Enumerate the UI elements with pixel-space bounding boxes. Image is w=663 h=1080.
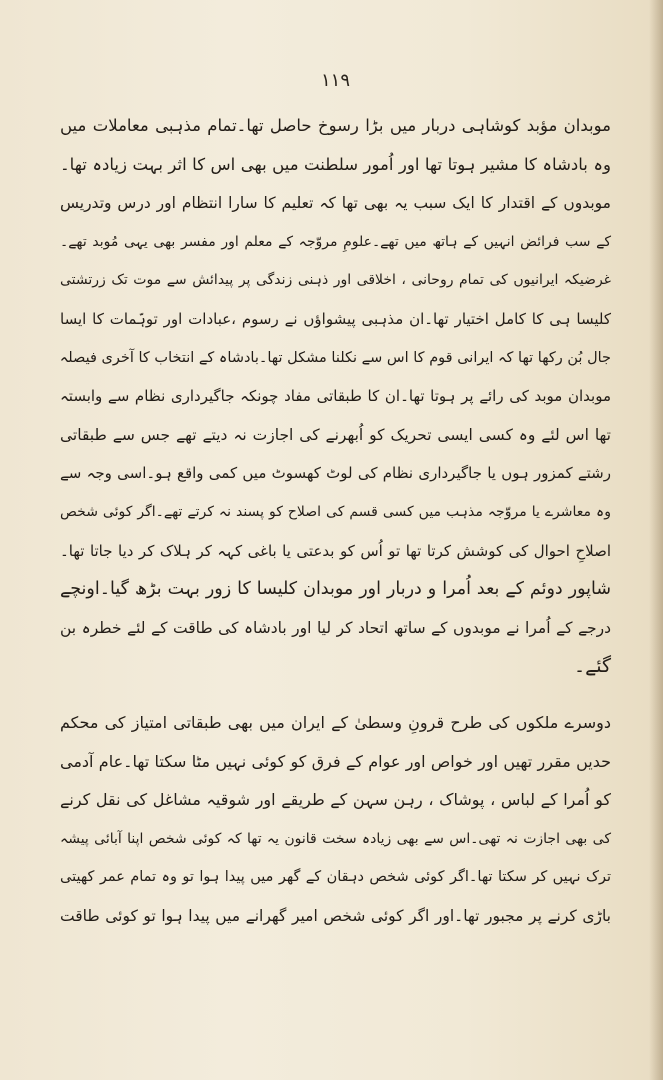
text-line: کو اُمرا کے لباس ، پوشاک ، رہن سہن کے طریقے اور شوقیہ مشاغل کی نقل کرنے bbox=[60, 790, 611, 810]
text-line: باڑی کرنے پر مجبور تھا۔اور اگر کوئی شخص امیر گھرانے میں پیدا ہوا تو کوئی طاقت bbox=[60, 906, 611, 925]
text-line: دوسرے ملکوں کی طرح قرونِ وسطیٰ کے ایران میں بھی طبقاتی امتیاز کی محکم bbox=[60, 712, 611, 732]
text-line: وہ معاشرے یا مروّجہ مذہب میں کسی قسم کی اصلاح کو پسند نہ کرتے تھے۔اگر کوئی شخص bbox=[60, 503, 611, 520]
text-line: حدیں مقرر تھیں اور خواص اور عوام کے فرق کو کوئی نہیں مٹا سکتا تھا۔عام آدمی bbox=[60, 751, 611, 771]
text-line: کی بھی اجازت نہ تھی۔اس سے بھی زیادہ سخت قانون یہ تھا کہ کوئی شخص اپنا آبائی پیشہ bbox=[60, 830, 611, 847]
text-line: موبدان مؤبد کوشاہی دربار میں بڑا رسوخ حاصل تھا۔تمام مذہبی معاملات میں bbox=[60, 116, 611, 135]
text-line: موبدوں کے اقتدار کا ایک سبب یہ بھی تھا کہ تعلیم کا سارا انتظام اور درس وتدریس bbox=[60, 194, 611, 213]
page-number: ۱۱۹ bbox=[320, 70, 350, 91]
text-line: کلیسا ہی کا کامل اختیار تھا۔ان مذہبی پیشواؤں نے رسوم ،عبادات اور توہّمات کا ایسا bbox=[60, 309, 611, 328]
text-line: وہ بادشاہ کا مشیر ہوتا تھا اور اُمور سلطنت میں بھی اس کا اثر بہت زیادہ تھا۔ bbox=[60, 154, 611, 174]
text-line: کے سب فرائض انہیں کے ہاتھ میں تھے۔علومِ مروّجہ کے معلم اور مفسر بھی یہی مُوبد تھے۔ bbox=[60, 233, 611, 250]
paragraph-1 bbox=[60, 107, 611, 686]
text-line: درجے کے اُمرا نے موبدوں کے ساتھ اتحاد کر لیا اور بادشاہ کی طاقت کے لئے خطرہ بن bbox=[60, 618, 611, 637]
text-line: غرضیکہ ایرانیوں کی تمام روحانی ، اخلاقی اور ذہنی زندگی پر پیدائش سے موت تک زرتشتی bbox=[60, 272, 611, 289]
text-line: اصلاحِ احوال کی کوشش کرتا تھا تو اُس کو بدعتی یا باغی کہہ کر ہلاک کر دیا جاتا تھا۔ bbox=[60, 541, 611, 560]
text-line: جال بُن رکھا تھا کہ ایرانی قوم کا اس سے نکلنا مشکل تھا۔بادشاہ کے انتخاب کا آخری فیصلہ bbox=[59, 349, 611, 366]
text-line: رشتے کمزور ہوں یا جاگیرداری نظام کی لوٹ کھسوٹ میں کمی واقع ہو۔اسی وجہ سے bbox=[60, 464, 611, 483]
paragraph-2 bbox=[60, 704, 611, 936]
text-line: تھا اس لئے وہ کسی ایسی تحریک کو اُبھرنے کی اجازت نہ دیتے تھے جس سے طبقاتی bbox=[60, 425, 611, 444]
text-line: شاپور دوئم کے بعد اُمرا و دربار اور موبدان کلیسا کا زور بہت بڑھ گیا۔اونچے bbox=[60, 579, 611, 600]
text-line: ترک نہیں کر سکتا تھا۔اگر کوئی شخص دہقان کے گھر میں پیدا ہوا تو وہ تمام عمر کھیتی bbox=[60, 869, 611, 886]
text-line-last: گئے۔ bbox=[573, 655, 611, 678]
text-line: موبدان موبد کی رائے پر ہوتا تھا۔ان کا طبقاتی مفاد چونکہ جاگیرداری نظام سے وابستہ bbox=[60, 387, 611, 406]
